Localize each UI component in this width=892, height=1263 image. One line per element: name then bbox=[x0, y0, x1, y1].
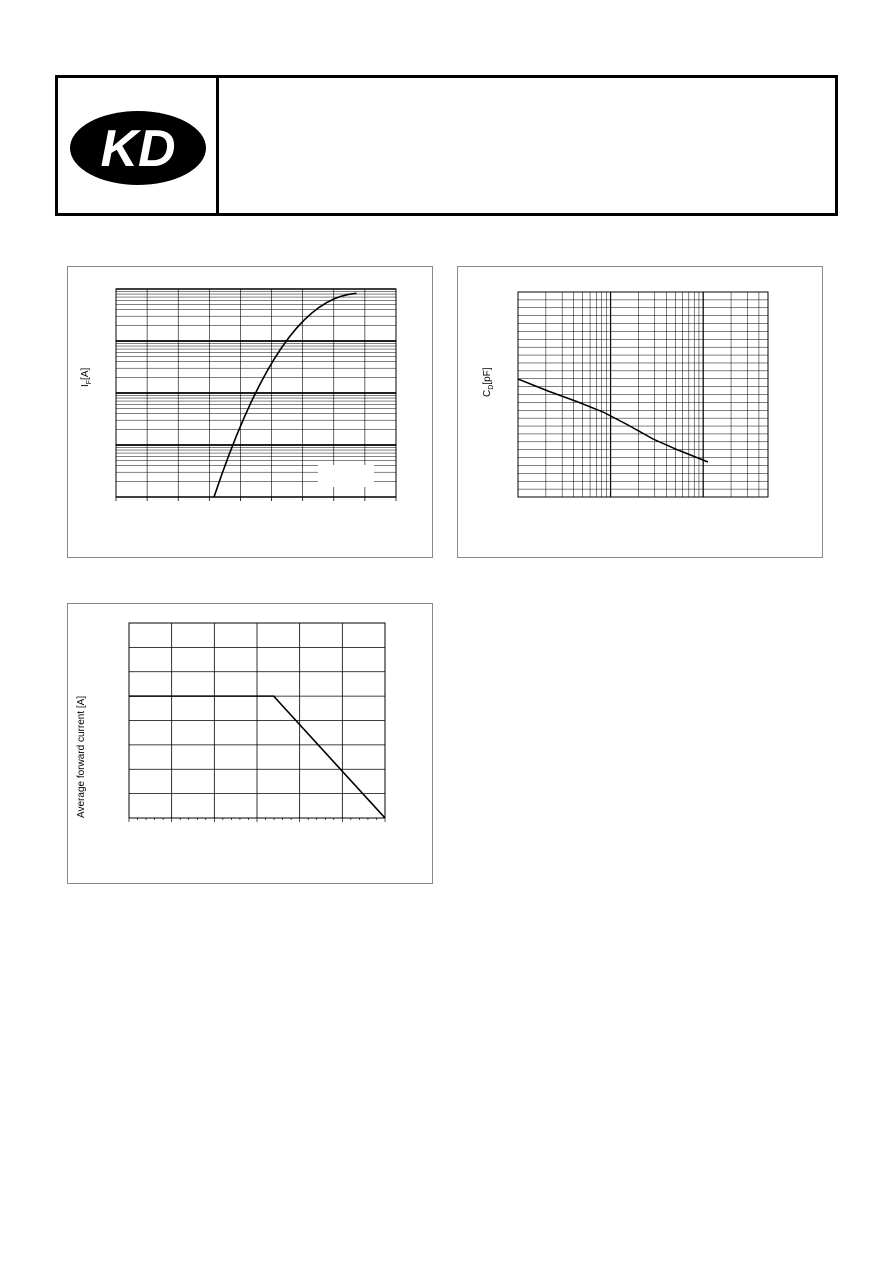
chart-panel-capacitance bbox=[457, 266, 823, 558]
kd-logo-icon bbox=[68, 108, 208, 188]
logo-text: KD bbox=[100, 120, 176, 178]
header-box bbox=[55, 75, 838, 216]
chart-panel-derating bbox=[67, 603, 433, 884]
title-cell bbox=[219, 78, 835, 213]
chart1-ylabel: $I_F[A]$ bbox=[80, 367, 93, 387]
logo-cell bbox=[58, 78, 219, 213]
chart3-svg bbox=[68, 604, 432, 883]
chart1-legend-box bbox=[318, 465, 374, 487]
chart2-svg bbox=[458, 267, 822, 557]
chart2-ylabel: $C_D[pF]$ bbox=[482, 367, 495, 397]
chart3-ylabel: Average forward current [A] bbox=[76, 695, 87, 818]
chart1-svg bbox=[68, 267, 432, 557]
chart-panel-forward-current bbox=[67, 266, 433, 558]
